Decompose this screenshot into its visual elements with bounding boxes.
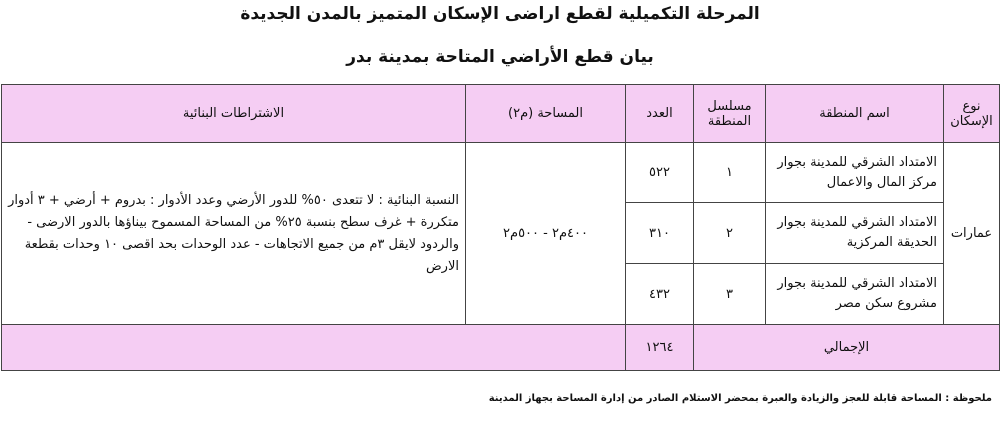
total-empty-cell [2,325,626,371]
housing-type-cell: عمارات [944,143,1000,325]
table-header-row [2,85,1000,143]
count-cell: ٤٣٢ [626,264,694,325]
table-row [2,143,1000,203]
region-name-cell: الامتداد الشرقي للمدينة بجوار مشروع سكن مصر [766,264,944,325]
conditions-cell: النسبة البنائية : لا تتعدى ٥٠% للدور الأرضي وعدد الأدوار : بدروم + أرضي + ٣ أدوار متكررة + غرف سطح بنسبة ٢٥% من المساحة المسموح بيناؤها بالدور الارضى - والردود لايقل ٣م من جميع الاتجاهات - عدد الوحدات بحد اقصى ١٠ وحدات بقطعة الارض [2,143,466,325]
page-subtitle: بيان قطع الأراضي المتاحة بمدينة بدر [346,47,654,67]
region-serial-cell: ١ [694,143,766,203]
header-housing-type: نوع الإسكان [944,85,1000,143]
region-name-cell: الامتداد الشرقي للمدينة بجوار مركز المال والاعمال [766,143,944,203]
count-cell: ٣١٠ [626,203,694,264]
header-area: المساحة (م٢) [466,85,626,143]
header-conditions: الاشتراطات البنائية [2,85,466,143]
header-region-serial: مسلسل المنطقة [694,85,766,143]
count-cell: ٥٢٢ [626,143,694,203]
region-serial-cell: ٣ [694,264,766,325]
header-region-name: اسم المنطقة [766,85,944,143]
table-total-row [2,325,1000,371]
total-count: ١٢٦٤ [626,325,694,371]
total-label: الإجمالي [694,325,1000,371]
footnote: ملحوظة : المساحة قابلة للعجز والزيادة والعبرة بمحضر الاستلام الصادر من إدارة المساحة بجهاز المدينة [488,393,992,404]
page-title: المرحلة التكميلية لقطع اراضى الإسكان المتميز بالمدن الجديدة [240,4,760,24]
region-name-cell: الامتداد الشرقي للمدينة بجوار الحديقة المركزية [766,203,944,264]
region-serial-cell: ٢ [694,203,766,264]
area-cell: ٤٠٠م٢ - ٥٠٠م٢ [466,143,626,325]
land-plots-table [1,84,1000,371]
header-count: العدد [626,85,694,143]
